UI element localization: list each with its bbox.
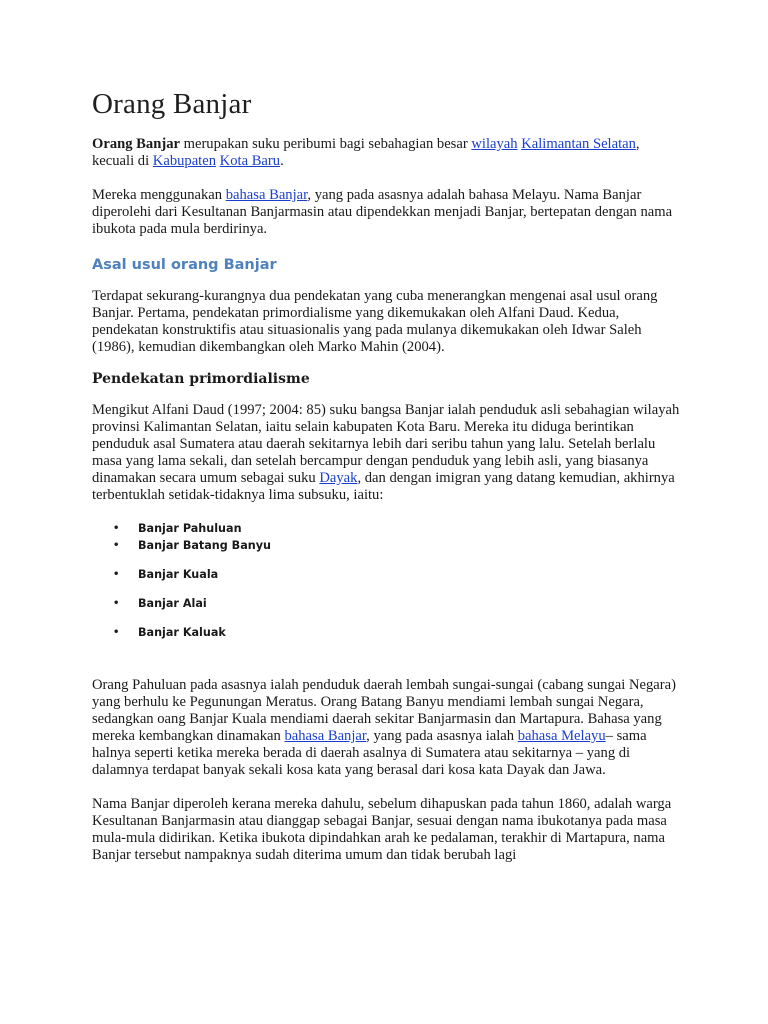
bullet-icon: • bbox=[113, 598, 120, 609]
subsuku-list bbox=[92, 520, 682, 641]
intro-paragraph bbox=[92, 136, 682, 170]
article bbox=[92, 86, 682, 864]
intro-text-3: . bbox=[280, 153, 284, 169]
pahuluan-text-3: – sama halnya seperti ketika mereka berada di daerah asalnya di Sumatera atau sekitarnya – yang di dalamnya terdapat banyak sekali kosa kata yang berasal dari kosa kata Dayak dan Jawa. bbox=[92, 728, 647, 778]
bullet-icon: • bbox=[113, 627, 120, 638]
list-item-label: Banjar Alai bbox=[138, 597, 207, 610]
page-title: Orang Banjar bbox=[92, 88, 252, 120]
primordialisme-text-1: Mengikut Alfani Daud (1997; 2004: 85) suku bangsa Banjar ialah penduduk asli sebahagian wilayah provinsi Kalimantan Selatan, iaitu selain kabupaten Kota Baru. Mereka itu diduga berintikan penduduk asal Sumatera atau daerah sekitarnya lebih dari seribu tahun yang lalu. Setelah berlalu masa yang lama sekali, dan setelah bercampur dengan penduduk yang lebih asli, yang biasanya dinamakan secara umum sebagai suku bbox=[92, 402, 680, 486]
heading-asal-usul: Asal usul orang Banjar bbox=[92, 257, 277, 273]
list-item bbox=[92, 520, 682, 537]
link-kabupaten[interactable]: Kabupaten bbox=[152, 153, 217, 169]
list-item-label: Banjar Kuala bbox=[138, 568, 219, 581]
list-item bbox=[92, 537, 682, 554]
list-item-label: Banjar Kaluak bbox=[138, 626, 226, 639]
list-item bbox=[92, 566, 682, 583]
nama-banjar-paragraph: Nama Banjar diperoleh kerana mereka dahulu, sebelum dihapuskan pada tahun 1860, adalah warga Kesultanan Banjarmasin atau dianggap sebagai Banjar, sesuai dengan nama ibukotanya pada masa mula-mula didirikan. Ketika ibukota dipindahkan arah ke pedalaman, terakhir di Martapura, nama Banjar tersebut nampaknya sudah diterima umum dan tidak berubah lagi bbox=[92, 796, 672, 863]
bahasa-paragraph bbox=[92, 187, 682, 238]
bullet-icon: • bbox=[113, 569, 120, 580]
intro-text-1: merupakan suku peribumi bagi sebahagian besar bbox=[179, 136, 472, 152]
link-kalimantan-selatan[interactable]: Kalimantan Selatan bbox=[521, 136, 636, 152]
list-item bbox=[92, 624, 682, 641]
link-bahasa-melayu[interactable]: bahasa Melayu bbox=[517, 728, 606, 744]
heading-pendekatan-primordialisme: Pendekatan primordialisme bbox=[92, 371, 310, 387]
link-bahasa-banjar-2[interactable]: bahasa Banjar bbox=[284, 728, 367, 744]
pahuluan-paragraph bbox=[92, 677, 682, 779]
primordialisme-paragraph bbox=[92, 402, 682, 504]
pahuluan-text-1: Orang Pahuluan pada asasnya ialah penduduk daerah lembah sungai-sungai (cabang sungai Negara) yang berhulu ke Pegunungan Meratus. Orang Batang Banyu mendiami lembah sungai Negara, sedangkan oang Banjar Kuala mendiami daerah sekitar Banjarmasin dan Martapura. Bahasa yang mereka kembangkan dinamakan bbox=[92, 677, 676, 744]
link-dayak[interactable]: Dayak bbox=[319, 470, 358, 486]
list-item bbox=[92, 595, 682, 612]
bullet-icon: • bbox=[113, 540, 120, 551]
link-wilayah[interactable]: wilayah bbox=[471, 136, 518, 152]
intro-text-2: , kecuali di bbox=[92, 136, 640, 169]
list-item-label: Banjar Batang Banyu bbox=[138, 539, 271, 552]
bullet-icon: • bbox=[113, 523, 120, 534]
primordialisme-text-2: , dan dengan imigran yang datang kemudian, akhirnya terbentuklah setidak-tidaknya lima subsuku, iaitu: bbox=[92, 470, 675, 503]
pahuluan-text-2: , yang pada asasnya ialah bbox=[366, 728, 518, 744]
link-kota-baru[interactable]: Kota Baru bbox=[219, 153, 281, 169]
link-bahasa-banjar[interactable]: bahasa Banjar bbox=[225, 187, 308, 203]
intro-bold-term: Orang Banjar bbox=[92, 136, 180, 152]
list-item-label: Banjar Pahuluan bbox=[138, 522, 242, 535]
asal-usul-paragraph: Terdapat sekurang-kurangnya dua pendekatan yang cuba menerangkan mengenai asal usul orang Banjar. Pertama, pendekatan primordialisme yang dikemukakan oleh Alfani Daud. Kedua, pendekatan konstruktifis atau situasionalis yang pada mulanya dikemukakan oleh Idwar Saleh (1986), kemudian dikembangkan oleh Marko Mahin (2004). bbox=[92, 288, 658, 355]
bahasa-text-2: , yang pada asasnya adalah bahasa Melayu. Nama Banjar diperolehi dari Kesultanan Banjarmasin atau dipendekkan menjadi Banjar, bertepatan dengan nama ibukota pada mula berdirinya. bbox=[92, 187, 673, 237]
bahasa-text-1: Mereka menggunakan bbox=[92, 187, 226, 203]
